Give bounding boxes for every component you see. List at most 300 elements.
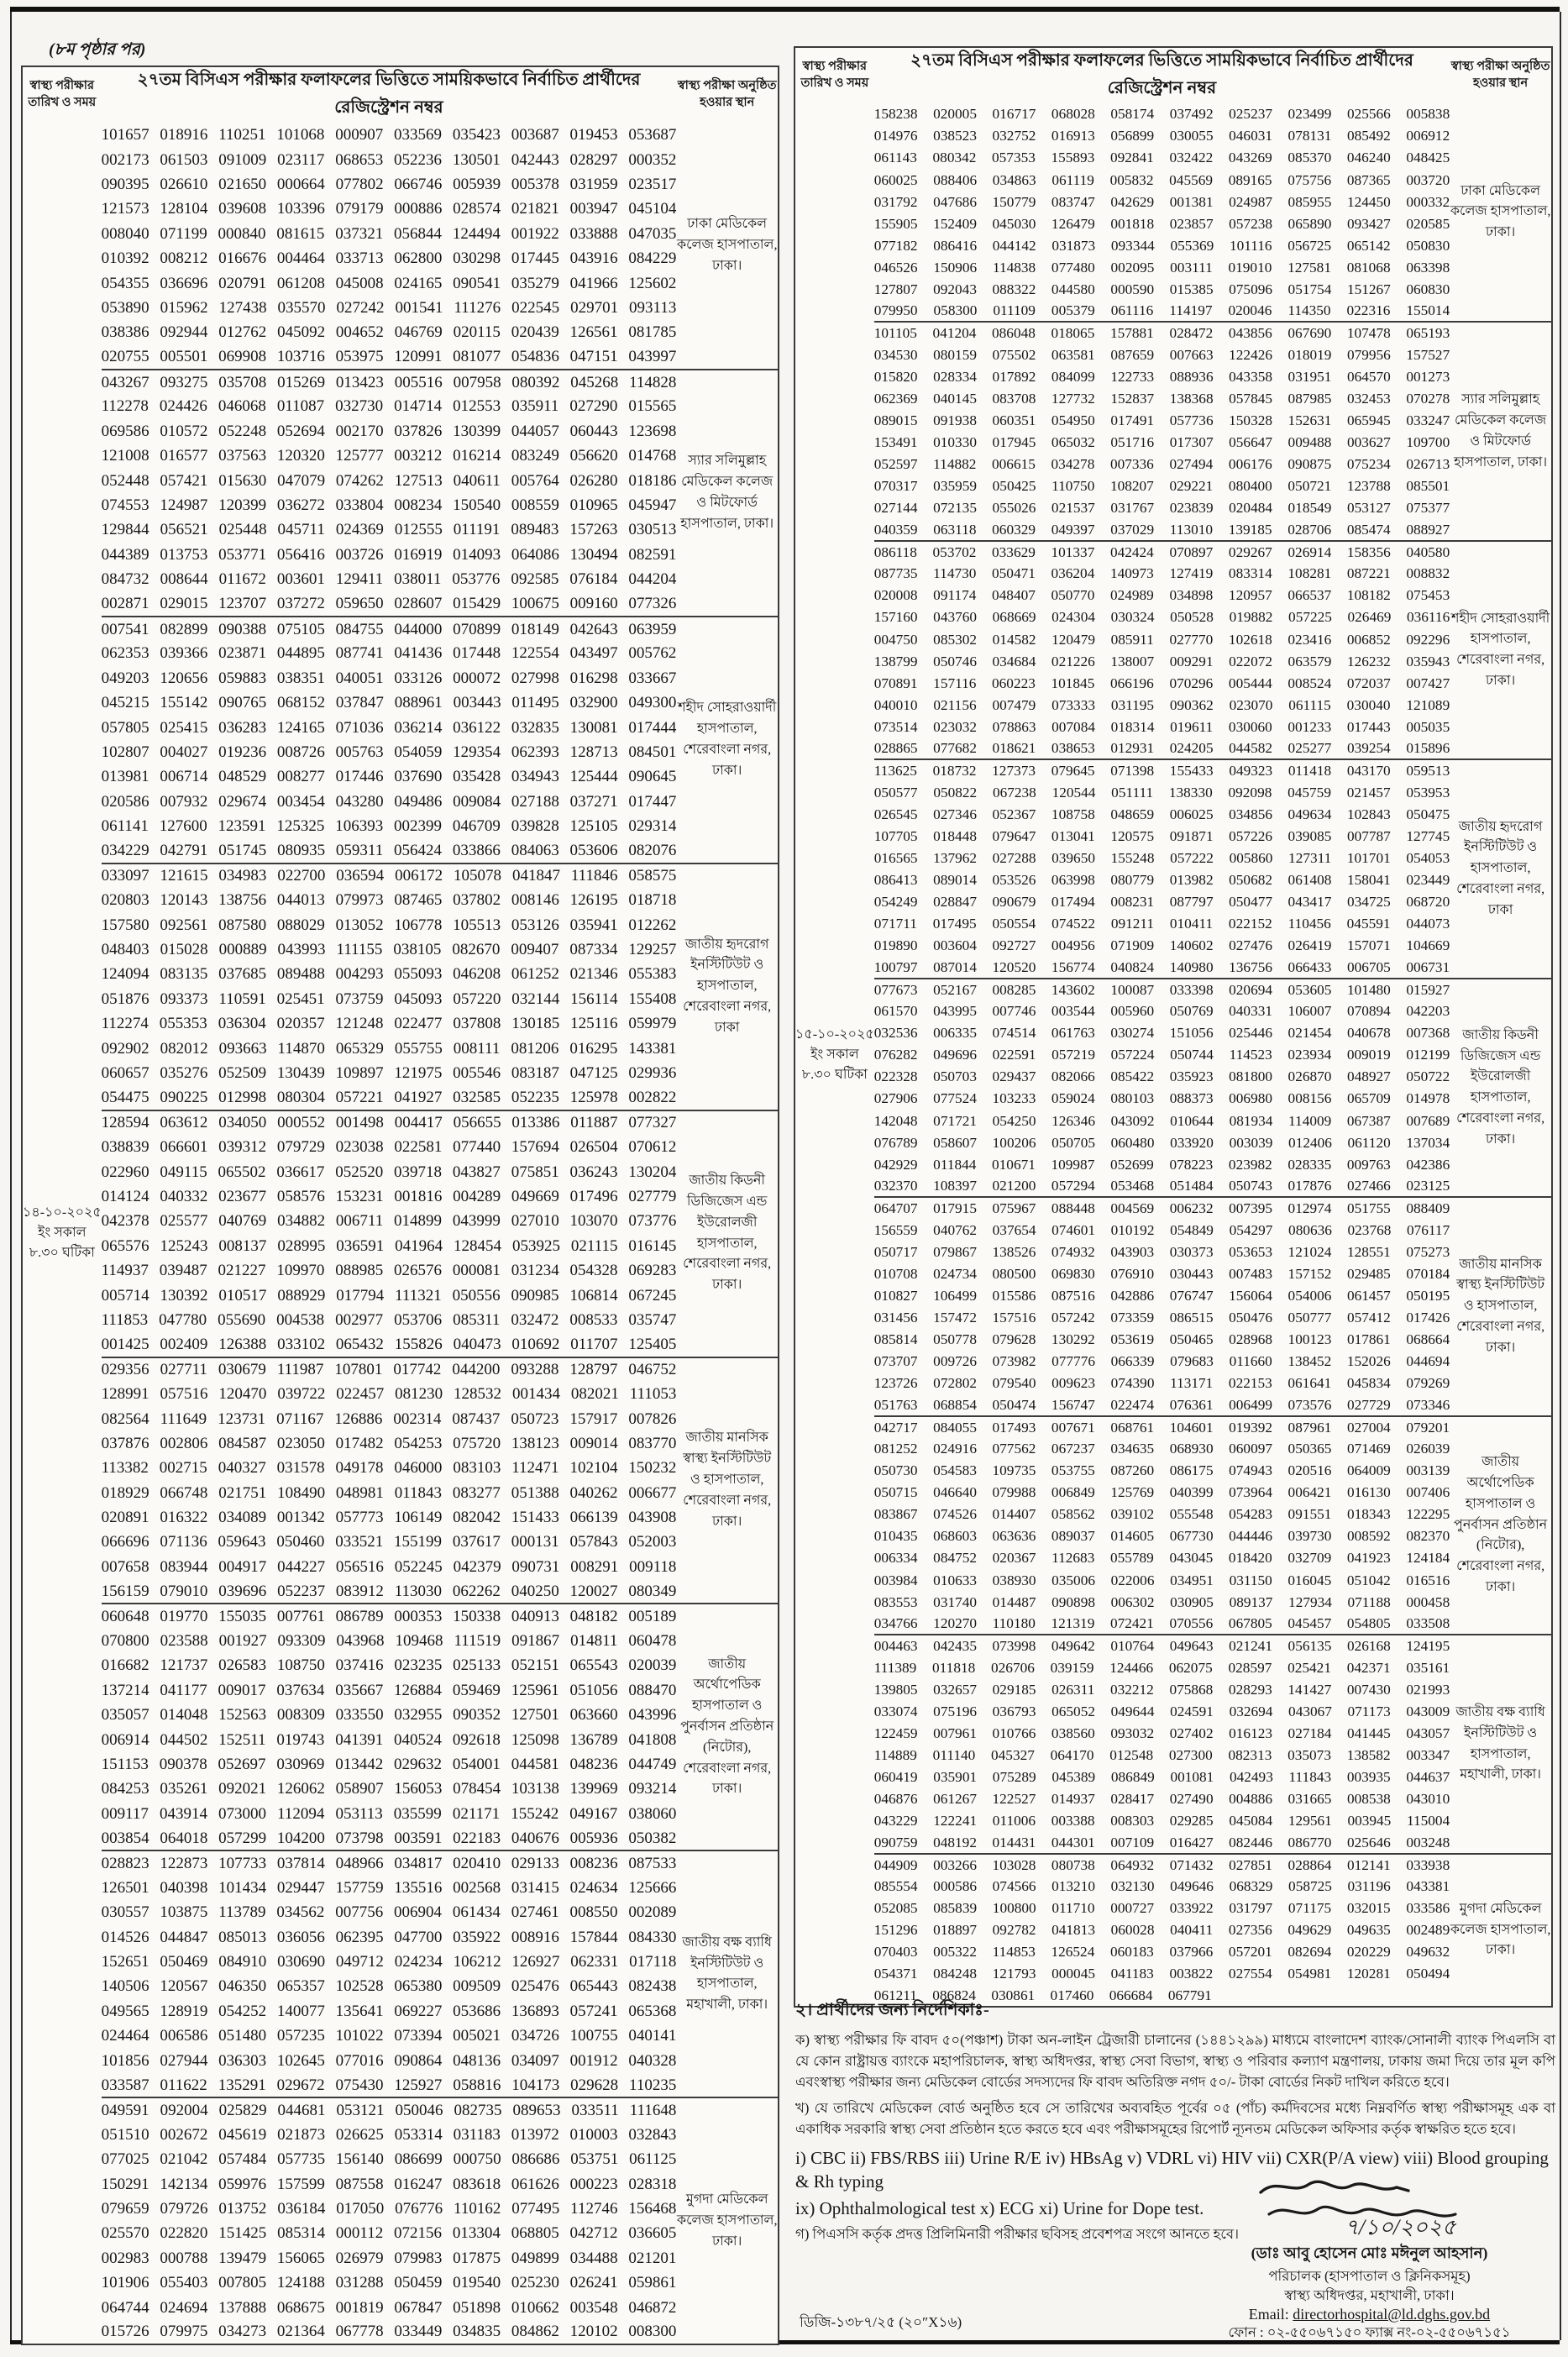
registration-row <box>22 172 779 197</box>
signatory-office: স্বাস্থ্য অধিদপ্তর, মহাখালী, ঢাকা। <box>1284 2286 1455 2303</box>
registration-row <box>22 2246 779 2270</box>
registration-numbers-row: 016565 137962 027288 039650 155248 057222 005860 127311 101701 054053 <box>873 849 1450 866</box>
registration-numbers-row: 052448 057421 015630 047079 074262 127513 040611 005764 026280 018186 <box>101 471 677 490</box>
signatory-email-line <box>1183 2306 1556 2323</box>
registration-row <box>794 1022 1552 1044</box>
email-label: Email: <box>1248 2305 1289 2323</box>
registration-numbers-row: 007541 082899 090388 075105 084755 044000 070899 018149 042643 063959 <box>102 617 677 641</box>
registration-numbers-row: 061143 080342 057353 155893 092841 032422 043269 085370 046240 048425 <box>873 150 1450 166</box>
registration-numbers-row: 082564 111649 123731 071167 126886 002314 087437 050723 157917 007826 <box>101 1409 677 1428</box>
registration-row <box>22 493 779 517</box>
registration-numbers-row: 092902 082012 093663 114870 065329 055755 008111 081206 016295 143381 <box>101 1039 677 1058</box>
registration-row <box>794 913 1552 935</box>
exam-venue: শহীদ সোহরাওয়ার্দী হাসপাতাল, শেরেবাংলা নগর, ঢাকা। <box>676 617 779 864</box>
left-frame-line <box>10 12 12 2340</box>
registration-row <box>794 1898 1552 1919</box>
registration-row <box>22 1974 779 1998</box>
registration-numbers-row: 050717 079867 138526 074932 043903 030373 053653 121024 128551 075273 <box>873 1243 1450 1260</box>
registration-row <box>22 617 779 641</box>
registration-numbers-row: 033074 075196 036793 065052 049644 024591 032694 043067 071173 043009 <box>873 1703 1450 1719</box>
registration-numbers-row: 045215 155142 090765 068152 037847 088961 003443 011495 032900 049300 <box>101 694 677 712</box>
registration-row <box>794 300 1552 322</box>
top-rule <box>10 7 1560 12</box>
registration-row <box>22 864 779 888</box>
registration-row <box>22 1456 779 1480</box>
registration-numbers-row: 137214 041177 009017 037634 035667 126884 059469 125961 051056 088470 <box>101 1681 677 1699</box>
registration-numbers-row: 003984 010633 038930 035006 022006 034951 031150 016045 051042 016516 <box>873 1572 1450 1588</box>
registration-row <box>22 1110 779 1135</box>
registration-row <box>22 1135 779 1159</box>
right-registration-table-mount <box>794 46 1553 2008</box>
registration-numbers-row: 128991 057516 120470 039722 022457 081230 128532 001434 082021 111053 <box>101 1385 677 1404</box>
registration-numbers-row: 020803 120143 138756 044013 079973 087465 037802 008146 126195 018718 <box>101 891 677 910</box>
registration-numbers-row: 003854 064018 057299 104200 073798 003591 022183 040676 005936 050382 <box>101 1829 677 1847</box>
registration-row <box>22 1357 779 1382</box>
registration-numbers-row: 156159 079010 039696 052237 083912 113030 062262 040250 120027 080349 <box>101 1582 677 1600</box>
registration-numbers-row: 019890 003604 092727 004956 071909 140602 027476 026419 157071 104669 <box>873 937 1450 954</box>
registration-row <box>22 2024 779 2048</box>
registration-numbers-row: 061211 086824 030861 017460 066684 067791 <box>873 1987 1212 2003</box>
registration-row <box>22 2123 779 2147</box>
registration-numbers-row: 157160 043760 068669 024304 030324 050528 019882 057225 026469 036116 <box>873 609 1450 626</box>
registration-row <box>794 410 1552 432</box>
exam-venue: মুগদা মেডিকেল কলেজ হাসপাতাল, ঢাকা। <box>1450 1854 1552 2007</box>
registration-row <box>794 103 1552 125</box>
registration-row <box>794 1766 1552 1788</box>
registration-numbers-row: 077182 086416 044142 031873 093344 055369 101116 056725 065142 050830 <box>873 237 1450 254</box>
registration-row <box>794 1919 1552 1941</box>
registration-numbers-row: 010392 008212 016676 004464 033713 062800 030298 017445 043916 084229 <box>101 249 677 268</box>
col-header-date-time: স্বাস্থ্য পরীক্ষার তারিখ ও সময় <box>800 60 869 90</box>
col-header-exam-venue: স্বাস্থ্য পরীক্ষা অনুষ্ঠিত হওয়ার স্থান <box>1450 60 1550 90</box>
registration-numbers-row: 026545 027346 052367 108758 048659 006025 034856 049634 102843 050475 <box>873 806 1450 822</box>
registration-row <box>794 1285 1552 1307</box>
registration-row <box>22 1061 779 1085</box>
registration-row <box>794 1941 1552 1963</box>
registration-row <box>22 1308 779 1332</box>
registration-row <box>22 1752 779 1777</box>
registration-numbers-row: 071711 017495 050554 074522 091211 010411 022152 110456 045591 044073 <box>873 916 1450 932</box>
registration-numbers-row: 042717 084055 017493 007671 068761 104601 019392 087961 027004 079201 <box>874 1416 1450 1438</box>
registration-row <box>22 2197 779 2221</box>
registration-row <box>794 541 1552 563</box>
registration-numbers-row: 051510 002672 045619 021873 026625 053314 031183 013972 010003 032843 <box>101 2125 677 2144</box>
registration-row <box>794 278 1552 300</box>
registration-row <box>794 1329 1552 1351</box>
instruction-item-kha: খ) যে তারিখে মেডিকেল বোর্ড অনুষ্ঠিত হবে সে তারিখের অব্যবহিত পূর্বের ০৫ (পাঁচ) কর্মদিবসের মধ্যে নিম্নবর্ণিত স্বাস্থ্য পরীক্ষাসমূহ এক বা একাধিক সরকারি স্বাস্থ্য সেবা প্রতিষ্ঠান হতে করতে হবে এবং পরীক্ষাসমূহের রিপোর্ট ন্যূনতম মেডিকেল অফিসার কর্তৃক স্বাক্ষরিত হতে হবে। <box>795 2100 1555 2137</box>
registration-row <box>794 694 1552 716</box>
registration-row <box>22 2097 779 2122</box>
registration-numbers-row: 046876 061267 122527 014937 028417 027490 004886 031665 008538 043010 <box>873 1790 1450 1807</box>
print-code: ডিজি-১৩৮৭/২৫ (২০″X১৬) <box>800 2314 962 2330</box>
registration-numbers-row: 073514 023032 078863 007084 018314 019611 030060 001233 017443 005035 <box>873 718 1450 735</box>
exam-venue: মুগদা মেডিকেল কলেজ হাসপাতাল, ঢাকা। <box>676 2097 779 2344</box>
registration-row <box>22 666 779 690</box>
registration-row <box>794 563 1552 585</box>
registration-numbers-row: 127807 092043 088322 044580 000590 015385 075096 051754 151267 060830 <box>873 281 1450 297</box>
registration-numbers-row: 101906 055403 007805 124188 031288 050459 019540 025230 026241 059861 <box>101 2274 677 2292</box>
registration-numbers-row: 050577 050822 067238 120544 051111 138330 092098 045759 021457 053953 <box>873 784 1450 801</box>
registration-row <box>22 1085 779 1110</box>
registration-numbers-row: 049203 120656 059883 038351 040051 033126 000072 027998 016298 033667 <box>101 669 677 687</box>
registration-row <box>794 759 1552 781</box>
registration-row <box>22 2221 779 2245</box>
registration-numbers-row: 121008 016577 037563 120320 125777 003212 016214 083249 056620 014768 <box>101 447 677 465</box>
registration-numbers-row: 042378 025577 040769 034882 006711 014899 043999 027010 103070 073776 <box>101 1212 677 1231</box>
registration-numbers-row: 020891 016322 034089 001342 057773 106149 082042 151433 066139 043908 <box>101 1509 677 1527</box>
registration-numbers-row: 124094 083135 037685 089488 004293 055093 046208 061252 021346 055383 <box>101 965 677 984</box>
registration-numbers-row: 032370 108397 021200 057294 053468 051484 050743 017876 027466 023125 <box>873 1178 1450 1194</box>
registration-numbers-row: 034530 080159 075502 063581 087659 007663 122426 018019 079956 157527 <box>873 346 1450 363</box>
registration-row <box>794 672 1552 694</box>
registration-row <box>22 1332 779 1357</box>
registration-numbers-row: 053890 015962 127438 035570 027242 001541 111276 022545 029701 093113 <box>101 298 677 317</box>
registration-numbers-row: 069586 010572 052248 052694 002170 037826 130399 044057 060443 123698 <box>101 422 677 440</box>
registration-numbers-row: 013981 006714 048529 008277 017446 037690 035428 034943 125444 090645 <box>101 768 677 786</box>
registration-numbers-row: 022960 049115 065502 036617 052520 039718 043827 075851 036243 130204 <box>101 1163 677 1181</box>
registration-numbers-row: 090759 048192 014431 044301 007109 016427 082446 086770 025646 003248 <box>873 1834 1450 1850</box>
registration-row <box>22 690 779 715</box>
instructions-heading: ২। প্রার্থীদের জন্য নির্দেশিকাঃ- <box>795 2001 989 2019</box>
continuation-note: (৮ম পৃষ্ঠার পর) <box>49 40 146 59</box>
registration-numbers-row: 040010 021156 007479 073333 031195 090362 023070 061115 030040 121089 <box>873 696 1450 713</box>
signatory-title: পরিচালক (হাসপাতাল ও ক্লিনিকসমূহ) <box>1268 2268 1471 2284</box>
registration-numbers-row: 010827 106499 015586 087516 042886 076747 156064 054006 061457 050195 <box>873 1287 1450 1304</box>
registration-numbers-row: 139805 032657 029185 026311 032212 075868 028293 141427 007430 021993 <box>873 1681 1450 1698</box>
registration-row <box>794 366 1552 388</box>
registration-row <box>794 869 1552 891</box>
registration-row <box>22 1629 779 1653</box>
registration-numbers-row: 043267 093275 035708 015269 013423 005516 007958 080392 045268 114828 <box>102 370 677 394</box>
registration-row <box>22 246 779 270</box>
registration-row <box>22 197 779 221</box>
registration-row <box>794 1131 1552 1153</box>
registration-numbers-row: 020586 007932 029674 003454 043280 049486 009084 027188 037271 017447 <box>101 792 677 811</box>
registration-numbers-row: 142048 071721 054250 126346 043092 010644 081934 114009 067387 007689 <box>873 1112 1450 1129</box>
registration-numbers-row: 006334 084752 020367 112683 055789 043045 018420 032709 041923 124184 <box>873 1550 1450 1567</box>
exam-venue: জাতীয় কিডনী ডিজিজেস এন্ড ইউরোলজী হাসপাতাল, শেরেবাংলা নগর, ঢাকা। <box>676 1110 779 1357</box>
registration-row <box>22 222 779 246</box>
registration-row <box>794 344 1552 366</box>
registration-row <box>22 270 779 295</box>
registration-numbers-row: 005714 130392 010517 088929 017794 111321 050556 090985 106814 067245 <box>101 1286 677 1304</box>
registration-numbers-row: 102807 004027 019236 008726 005763 054059 129354 062393 128713 084501 <box>101 743 677 761</box>
registration-numbers-row: 070403 005322 114853 126524 060183 037966 057201 082694 020229 049632 <box>873 1944 1450 1961</box>
registration-row <box>22 1283 779 1307</box>
registration-row <box>794 519 1552 541</box>
registration-row <box>22 567 779 591</box>
registration-row <box>794 979 1552 1000</box>
registration-numbers-row: 087735 114730 050471 036204 140973 127419 083314 108281 087221 008832 <box>873 565 1450 582</box>
registration-numbers-row: 074553 124987 120399 036272 033804 008234 150540 008559 010965 045947 <box>101 496 677 515</box>
registration-numbers-row: 138799 050746 034684 021226 138007 009291 022072 063579 126232 035943 <box>873 653 1450 669</box>
registration-numbers-row: 008040 071199 000840 081615 037321 056844 124494 001922 033888 047035 <box>101 224 677 243</box>
registration-row <box>22 296 779 320</box>
registration-numbers-row: 015820 028334 017892 084099 122733 088936 043358 031951 064570 001273 <box>873 368 1450 385</box>
exam-venue: জাতীয় কিডনী ডিজিজেস এন্ড ইউরোলজী হাসপাতাল, শেরেবাংলা নগর, ঢাকা। <box>1450 979 1552 1197</box>
registration-numbers-row: 153491 010330 017945 065032 051716 017307 056647 009488 003627 109700 <box>873 434 1450 451</box>
registration-numbers-row: 083553 031740 014487 090898 006302 030905 089137 127934 071188 000458 <box>873 1593 1450 1610</box>
registration-row <box>22 2073 779 2097</box>
registration-numbers-row: 057805 025415 036283 124165 071036 036214 036122 032835 130081 017444 <box>101 718 677 737</box>
registration-numbers-row: 077673 052167 008285 143602 100087 033398 020694 053605 101480 015927 <box>874 979 1450 1000</box>
registration-numbers-row: 050730 054583 109735 053755 087260 086175 074943 020516 064009 003139 <box>873 1462 1450 1479</box>
registration-row <box>794 1262 1552 1284</box>
handwritten-date: ৭/১০/২০২৫ <box>1344 2215 1456 2239</box>
registration-row <box>22 1802 779 1826</box>
registration-numbers-row: 038386 092944 012762 045092 004652 046769 020115 020439 126561 081785 <box>101 323 677 342</box>
registration-numbers-row: 129844 056521 025448 045711 024369 012555 011191 089483 157263 030513 <box>101 521 677 539</box>
registration-row <box>22 838 779 863</box>
registration-numbers-row: 054249 028847 090679 017494 008231 087797 050477 043417 034725 068720 <box>873 894 1450 911</box>
registration-numbers-row: 128594 063612 034050 000552 001498 004417 056655 013386 011887 077327 <box>102 1110 677 1135</box>
registration-row <box>22 2048 779 2072</box>
registration-row <box>794 606 1552 628</box>
exam-venue: স্যার সলিমুল্লাহ মেডিকেল কলেজ ও মিটফোর্ড হাসপাতাল, ঢাকা। <box>676 370 779 617</box>
registration-numbers-row: 114889 011140 045327 064170 012548 027300 082313 035073 138582 003347 <box>873 1746 1450 1763</box>
registration-numbers-row: 030557 103875 113789 034562 007756 006904 061434 027461 008550 002089 <box>101 1903 677 1922</box>
registration-numbers-row: 081252 024916 077562 067237 034635 068930 060097 050365 071469 026039 <box>873 1441 1450 1457</box>
registration-row <box>794 716 1552 738</box>
col-header-registration-numbers: ২৭তম বিসিএস পরীক্ষার ফলাফলের ভিত্তিতে সাময়িকভাবে নির্বাচিত প্রার্থীদের রেজিস্ট্রেশন নম্বর <box>137 71 641 117</box>
registration-numbers-row: 033587 011622 135291 029672 075430 125927 058816 104173 029628 110235 <box>101 2076 677 2094</box>
registration-row <box>794 1963 1552 1985</box>
registration-row <box>794 1745 1552 1766</box>
right-registration-table <box>794 46 1553 2008</box>
exam-venue: জাতীয় হৃদরোগ ইনস্টিটিউট ও হাসপাতাল, শেরেবাংলা নগর, ঢাকা <box>1450 759 1552 978</box>
registration-row <box>794 1810 1552 1832</box>
registration-numbers-row: 040359 063118 060329 049397 037029 113010 139185 028706 085474 088927 <box>873 521 1450 538</box>
registration-row <box>794 497 1552 519</box>
instruction-item-ga: গ) পিএসসি কর্তৃক প্রদত্ত প্রিলিমিনারী পরীক্ষার ছবিসহ প্রবেশপত্র সংগে আনতে হবে। <box>795 2225 1240 2242</box>
registration-numbers-row: 107705 018448 079647 013041 120575 091871 057226 039085 007787 127745 <box>873 827 1450 844</box>
registration-row <box>22 1258 779 1283</box>
exam-venue: জাতীয় বক্ষ ব্যাধি ইনস্টিটিউট ও হাসপাতাল, মহাখালী, ঢাকা। <box>676 1850 779 2097</box>
registration-row <box>22 1777 779 1801</box>
registration-row <box>794 213 1552 234</box>
registration-row <box>794 1613 1552 1635</box>
exam-venue: জাতীয় মানসিক স্বাস্থ্য ইনস্টিটিউট ও হাসপাতাল, শেরেবাংলা নগর, ঢাকা। <box>676 1357 779 1604</box>
registration-row <box>794 1525 1552 1547</box>
registration-row <box>794 147 1552 169</box>
registration-row <box>22 962 779 986</box>
registration-row <box>22 123 779 147</box>
registration-numbers-row: 061570 043995 007746 003544 005960 050769 040331 106007 070894 042203 <box>873 1003 1450 1020</box>
registration-row <box>794 1000 1552 1022</box>
registration-row <box>22 987 779 1011</box>
registration-row <box>22 1011 779 1036</box>
registration-numbers-row: 112274 055353 036304 020357 121248 022477 037808 130185 125116 059979 <box>101 1015 677 1033</box>
col-header-exam-venue: স্বাস্থ্য পরীক্ষা অনুষ্ঠিত হওয়ার স্থান <box>677 79 777 109</box>
registration-numbers-row: 020008 091174 048407 050770 024989 034898 120957 066537 108182 075453 <box>873 587 1450 604</box>
registration-row <box>22 147 779 171</box>
instruction-tests-line2: ix) Ophthalmological test x) ECG xi) Urine for Dope test. <box>795 2198 1204 2219</box>
registration-numbers-row: 079950 058300 011109 005379 061116 114197 020046 114350 022316 155014 <box>873 302 1450 319</box>
registration-numbers-row: 033097 121615 034983 022700 036594 006172 105078 041847 111846 058575 <box>102 864 677 888</box>
registration-numbers-row: 043229 122241 011006 003388 008303 029285 045084 129561 003945 115004 <box>873 1813 1450 1829</box>
registration-row <box>794 1066 1552 1088</box>
registration-row <box>22 320 779 344</box>
registration-numbers-row: 073707 009726 073982 077776 066339 079683 011660 138452 152026 044694 <box>873 1353 1450 1370</box>
registration-numbers-row: 051876 093373 110591 025451 073759 045093 057220 032144 156114 155408 <box>101 990 677 1008</box>
registration-row <box>22 1406 779 1430</box>
registration-numbers-row: 018929 066748 021751 108490 048981 011843 083277 051388 040262 006677 <box>101 1483 677 1502</box>
registration-numbers-row: 004463 042435 073998 049642 010764 049643 021241 056135 026168 124195 <box>874 1635 1450 1656</box>
registration-row <box>22 2320 779 2344</box>
registration-row <box>22 913 779 937</box>
registration-row <box>22 1036 779 1060</box>
registration-row <box>794 191 1552 213</box>
registration-row <box>794 1175 1552 1197</box>
registration-numbers-row: 070891 157116 060223 101845 066196 070296 005444 008524 072037 007427 <box>873 675 1450 691</box>
registration-row <box>22 740 779 764</box>
registration-row <box>794 1460 1552 1482</box>
registration-row <box>794 1307 1552 1329</box>
registration-numbers-row: 101657 018916 110251 101068 000907 033569 035423 003687 019453 053687 <box>101 126 677 144</box>
registration-numbers-row: 070800 023588 001927 093309 043968 109468 111519 091867 014811 060478 <box>101 1632 677 1651</box>
registration-row <box>22 937 779 962</box>
registration-row <box>22 1826 779 1850</box>
registration-numbers-row: 150291 142134 059976 157599 087558 016247 083618 061626 000223 028318 <box>101 2175 677 2193</box>
registration-row <box>794 1547 1552 1569</box>
registration-numbers-row: 004750 085302 014582 120479 085911 027770 102618 023416 006852 092296 <box>873 631 1450 648</box>
registration-row <box>794 1832 1552 1854</box>
right-frame-line <box>1560 12 1561 2340</box>
registration-numbers-row: 083867 074526 014407 058562 039102 055548 054283 091551 018343 122295 <box>873 1506 1450 1523</box>
registration-row <box>22 1727 779 1751</box>
registration-numbers-row: 044389 013753 053771 056416 003726 016919 014093 064086 130494 082591 <box>101 545 677 564</box>
registration-numbers-row: 062353 039366 023871 044895 087741 041436 017448 122554 043497 005762 <box>101 644 677 663</box>
registration-row <box>22 1382 779 1406</box>
exam-venue: ঢাকা মেডিকেল কলেজ হাসপাতাল, ঢাকা। <box>1450 183 1551 240</box>
registration-row <box>794 1088 1552 1110</box>
registration-row <box>794 1788 1552 1810</box>
registration-numbers-row: 126501 040398 101434 029447 157759 135516 002568 031415 024634 125666 <box>101 1878 677 1897</box>
registration-row <box>22 345 779 370</box>
registration-numbers-row: 044909 003266 103028 080738 064932 071432 027851 028864 012141 033938 <box>874 1854 1450 1876</box>
registration-numbers-row: 077025 021042 057484 057735 156140 086699 000750 086686 053751 061125 <box>101 2150 677 2169</box>
registration-row <box>22 888 779 912</box>
registration-row <box>794 454 1552 475</box>
registration-numbers-row: 024464 006586 051480 057235 101022 073394 005021 034726 100755 040141 <box>101 2027 677 2045</box>
exam-venue: ঢাকা মেডিকেল কলেজ হাসপাতাল, ঢাকা। <box>676 217 778 273</box>
registration-row <box>22 591 779 616</box>
registration-numbers-row: 031456 157472 157516 057242 073359 086515 050476 050777 057412 017426 <box>873 1309 1450 1325</box>
registration-row <box>22 1555 779 1579</box>
registration-numbers-row: 151153 090378 052697 030969 013442 029632 054001 044581 048236 044749 <box>101 1755 677 1773</box>
registration-numbers-row: 022328 050703 029437 082066 085422 035923 081800 026870 048927 050722 <box>873 1068 1450 1085</box>
registration-row <box>794 1373 1552 1394</box>
registration-row <box>794 781 1552 803</box>
registration-row <box>22 1579 779 1604</box>
registration-row <box>794 1635 1552 1656</box>
registration-row <box>794 1700 1552 1722</box>
registration-numbers-row: 032536 006335 074514 061763 030274 151056 025446 021454 040678 007368 <box>873 1025 1450 1042</box>
registration-row <box>794 1197 1552 1219</box>
registration-numbers-row: 049591 092004 025829 044681 053121 050046 082735 089653 033511 111648 <box>102 2097 677 2122</box>
registration-numbers-row: 113382 002715 040327 031578 049178 046000 083103 112471 102104 150232 <box>101 1459 677 1478</box>
registration-numbers-row: 060025 088406 034863 061119 005832 045569 089165 075756 087365 003720 <box>873 171 1450 188</box>
registration-row <box>22 1530 779 1554</box>
registration-row <box>794 234 1552 256</box>
registration-row <box>22 1653 779 1677</box>
registration-row <box>22 1950 779 1974</box>
registration-numbers-row: 060657 035276 052509 130439 109897 121975 005546 083187 047125 029936 <box>101 1064 677 1083</box>
registration-numbers-row: 015726 079975 034273 021364 067778 033449 034835 084862 120102 008300 <box>101 2323 677 2341</box>
registration-numbers-row: 089015 091938 060351 054950 017491 057736 150328 152631 065945 033247 <box>873 412 1450 429</box>
registration-row <box>22 1480 779 1504</box>
registration-row <box>794 1591 1552 1613</box>
registration-numbers-row: 010435 068603 063636 089037 014605 067730 044446 039730 008592 082370 <box>873 1528 1450 1545</box>
registration-row <box>22 1209 779 1233</box>
registration-numbers-row: 155905 152409 045030 126479 001818 023857 057238 065890 093427 020585 <box>873 215 1450 232</box>
registration-numbers-row: 014526 044847 085013 036056 062395 047700 035922 008916 157844 084330 <box>101 1928 677 1946</box>
exam-venue: স্যার সলিমুল্লাহ মেডিকেল কলেজ ও মিটফোর্ড হাসপাতাল, ঢাকা। <box>1450 322 1552 540</box>
registration-numbers-row: 064707 017915 075967 088448 004569 006232 007395 012974 051755 088409 <box>874 1197 1450 1219</box>
registration-row <box>22 1431 779 1456</box>
registration-row <box>794 1416 1552 1438</box>
registration-numbers-row: 122459 007961 010766 038560 093032 027402 016123 027184 041445 043057 <box>873 1724 1450 1741</box>
registration-numbers-row: 001425 002409 126388 033102 065432 155826 040473 010692 011707 125405 <box>101 1335 677 1353</box>
registration-row <box>794 957 1552 979</box>
registration-numbers-row: 006914 044502 152511 019743 041391 040524 092618 125098 136789 041808 <box>101 1730 677 1749</box>
registration-numbers-row: 061141 127600 123591 125325 106393 002399 046709 039828 125105 029314 <box>101 817 677 836</box>
registration-numbers-row: 076789 058607 100206 050705 060480 033920 003039 012406 061120 137034 <box>873 1134 1450 1151</box>
registration-numbers-row: 060419 035901 075289 045389 086849 001081 042493 111843 003935 044637 <box>873 1768 1450 1785</box>
registration-row <box>794 628 1552 650</box>
registration-numbers-row: 111853 047780 055690 004538 002977 053706 085311 032472 008533 035747 <box>101 1310 677 1329</box>
registration-row <box>794 804 1552 826</box>
exam-venue: জাতীয় হৃদরোগ ইনস্টিটিউট ও হাসপাতাল, শেরেবাংলা নগর, ঢাকা <box>676 864 779 1110</box>
exam-venue: জাতীয় বক্ষ ব্যাধি ইনস্টিটিউট ও হাসপাতাল, মহাখালী, ঢাকা। <box>1450 1635 1552 1853</box>
registration-numbers-row: 113625 018732 127373 079645 071398 155433 049323 011418 043170 059513 <box>874 759 1450 781</box>
registration-numbers-row: 014976 038523 032752 016913 056899 030055 046031 078131 085492 006912 <box>873 128 1450 144</box>
registration-numbers-row: 029356 027711 030679 111987 107801 017742 044200 093288 128797 046752 <box>102 1357 677 1382</box>
registration-numbers-row: 085554 000586 074566 013210 032130 049646 068329 058725 031196 043381 <box>873 1878 1450 1895</box>
registration-numbers-row: 054355 036696 020791 061208 045008 024165 090541 035279 041966 125602 <box>101 274 677 292</box>
registration-row <box>22 2171 779 2196</box>
registration-numbers-row: 112278 024426 046068 011087 032730 014714 012553 035911 027290 015565 <box>101 397 677 416</box>
registration-row <box>22 2270 779 2295</box>
registration-numbers-row: 010708 024734 080500 069830 076910 030443 007483 157152 029485 070184 <box>873 1265 1450 1282</box>
registration-numbers-row: 079659 079726 013752 036184 017050 076776 110162 077495 112746 156468 <box>101 2200 677 2218</box>
signature-block <box>1183 2174 1556 2342</box>
registration-numbers-row: 034229 042791 051745 080935 059311 056424 033866 084063 053606 082076 <box>101 842 677 860</box>
email-address: directorhospital@ld.dghs.gov.bd <box>1293 2305 1491 2323</box>
registration-row <box>22 1604 779 1628</box>
registration-numbers-row: 156559 040762 037654 074601 010192 054849 054297 080636 023768 076117 <box>873 1221 1450 1238</box>
registration-row <box>794 1656 1552 1678</box>
registration-row <box>794 738 1552 759</box>
registration-numbers-row: 028823 122873 107733 037814 048966 034817 020410 029133 008236 087533 <box>102 1850 677 1875</box>
registration-numbers-row: 123726 072802 079540 009623 074390 113171 022153 061641 045834 079269 <box>873 1375 1450 1392</box>
registration-numbers-row: 070317 035959 050425 110750 108207 029221 080400 050721 123788 085501 <box>873 478 1450 495</box>
registration-numbers-row: 038839 066601 039312 079729 023038 022581 077440 157694 026504 070612 <box>101 1138 677 1157</box>
registration-numbers-row: 050715 046640 079988 006849 125769 040399 073964 006421 016130 007406 <box>873 1484 1450 1501</box>
registration-numbers-row: 076282 049696 022591 057219 057224 050744 114523 023934 009019 012199 <box>873 1047 1450 1063</box>
registration-numbers-row: 084732 008644 011672 003601 129411 038011 053776 092585 076184 044204 <box>101 570 677 589</box>
registration-row <box>794 1678 1552 1700</box>
registration-row <box>22 2295 779 2319</box>
registration-row <box>22 1234 779 1258</box>
registration-row <box>794 169 1552 191</box>
exam-venue: জাতীয় অর্থোপেডিক হাসপাতাল ও পুনর্বাসন প্রতিষ্ঠান (নিটোর), শেরেবাংলা নগর, ঢাকা। <box>1450 1416 1552 1635</box>
registration-numbers-row: 051763 068854 050474 156747 022474 076361 006499 073576 027729 073346 <box>873 1396 1450 1413</box>
registration-numbers-row: 035057 014048 152563 008309 033550 032955 090352 127501 063660 043996 <box>101 1706 677 1724</box>
registration-numbers-row: 062369 040145 083708 127732 152837 138368 057845 087985 032453 070278 <box>873 390 1450 407</box>
exam-venue: শহীদ সোহরাওয়ার্দী হাসপাতাল, শেরেবাংলা নগর, ঢাকা। <box>1450 541 1552 759</box>
registration-numbers-row: 028865 077682 018621 038653 012931 024205 044582 025277 039254 015896 <box>873 740 1450 757</box>
